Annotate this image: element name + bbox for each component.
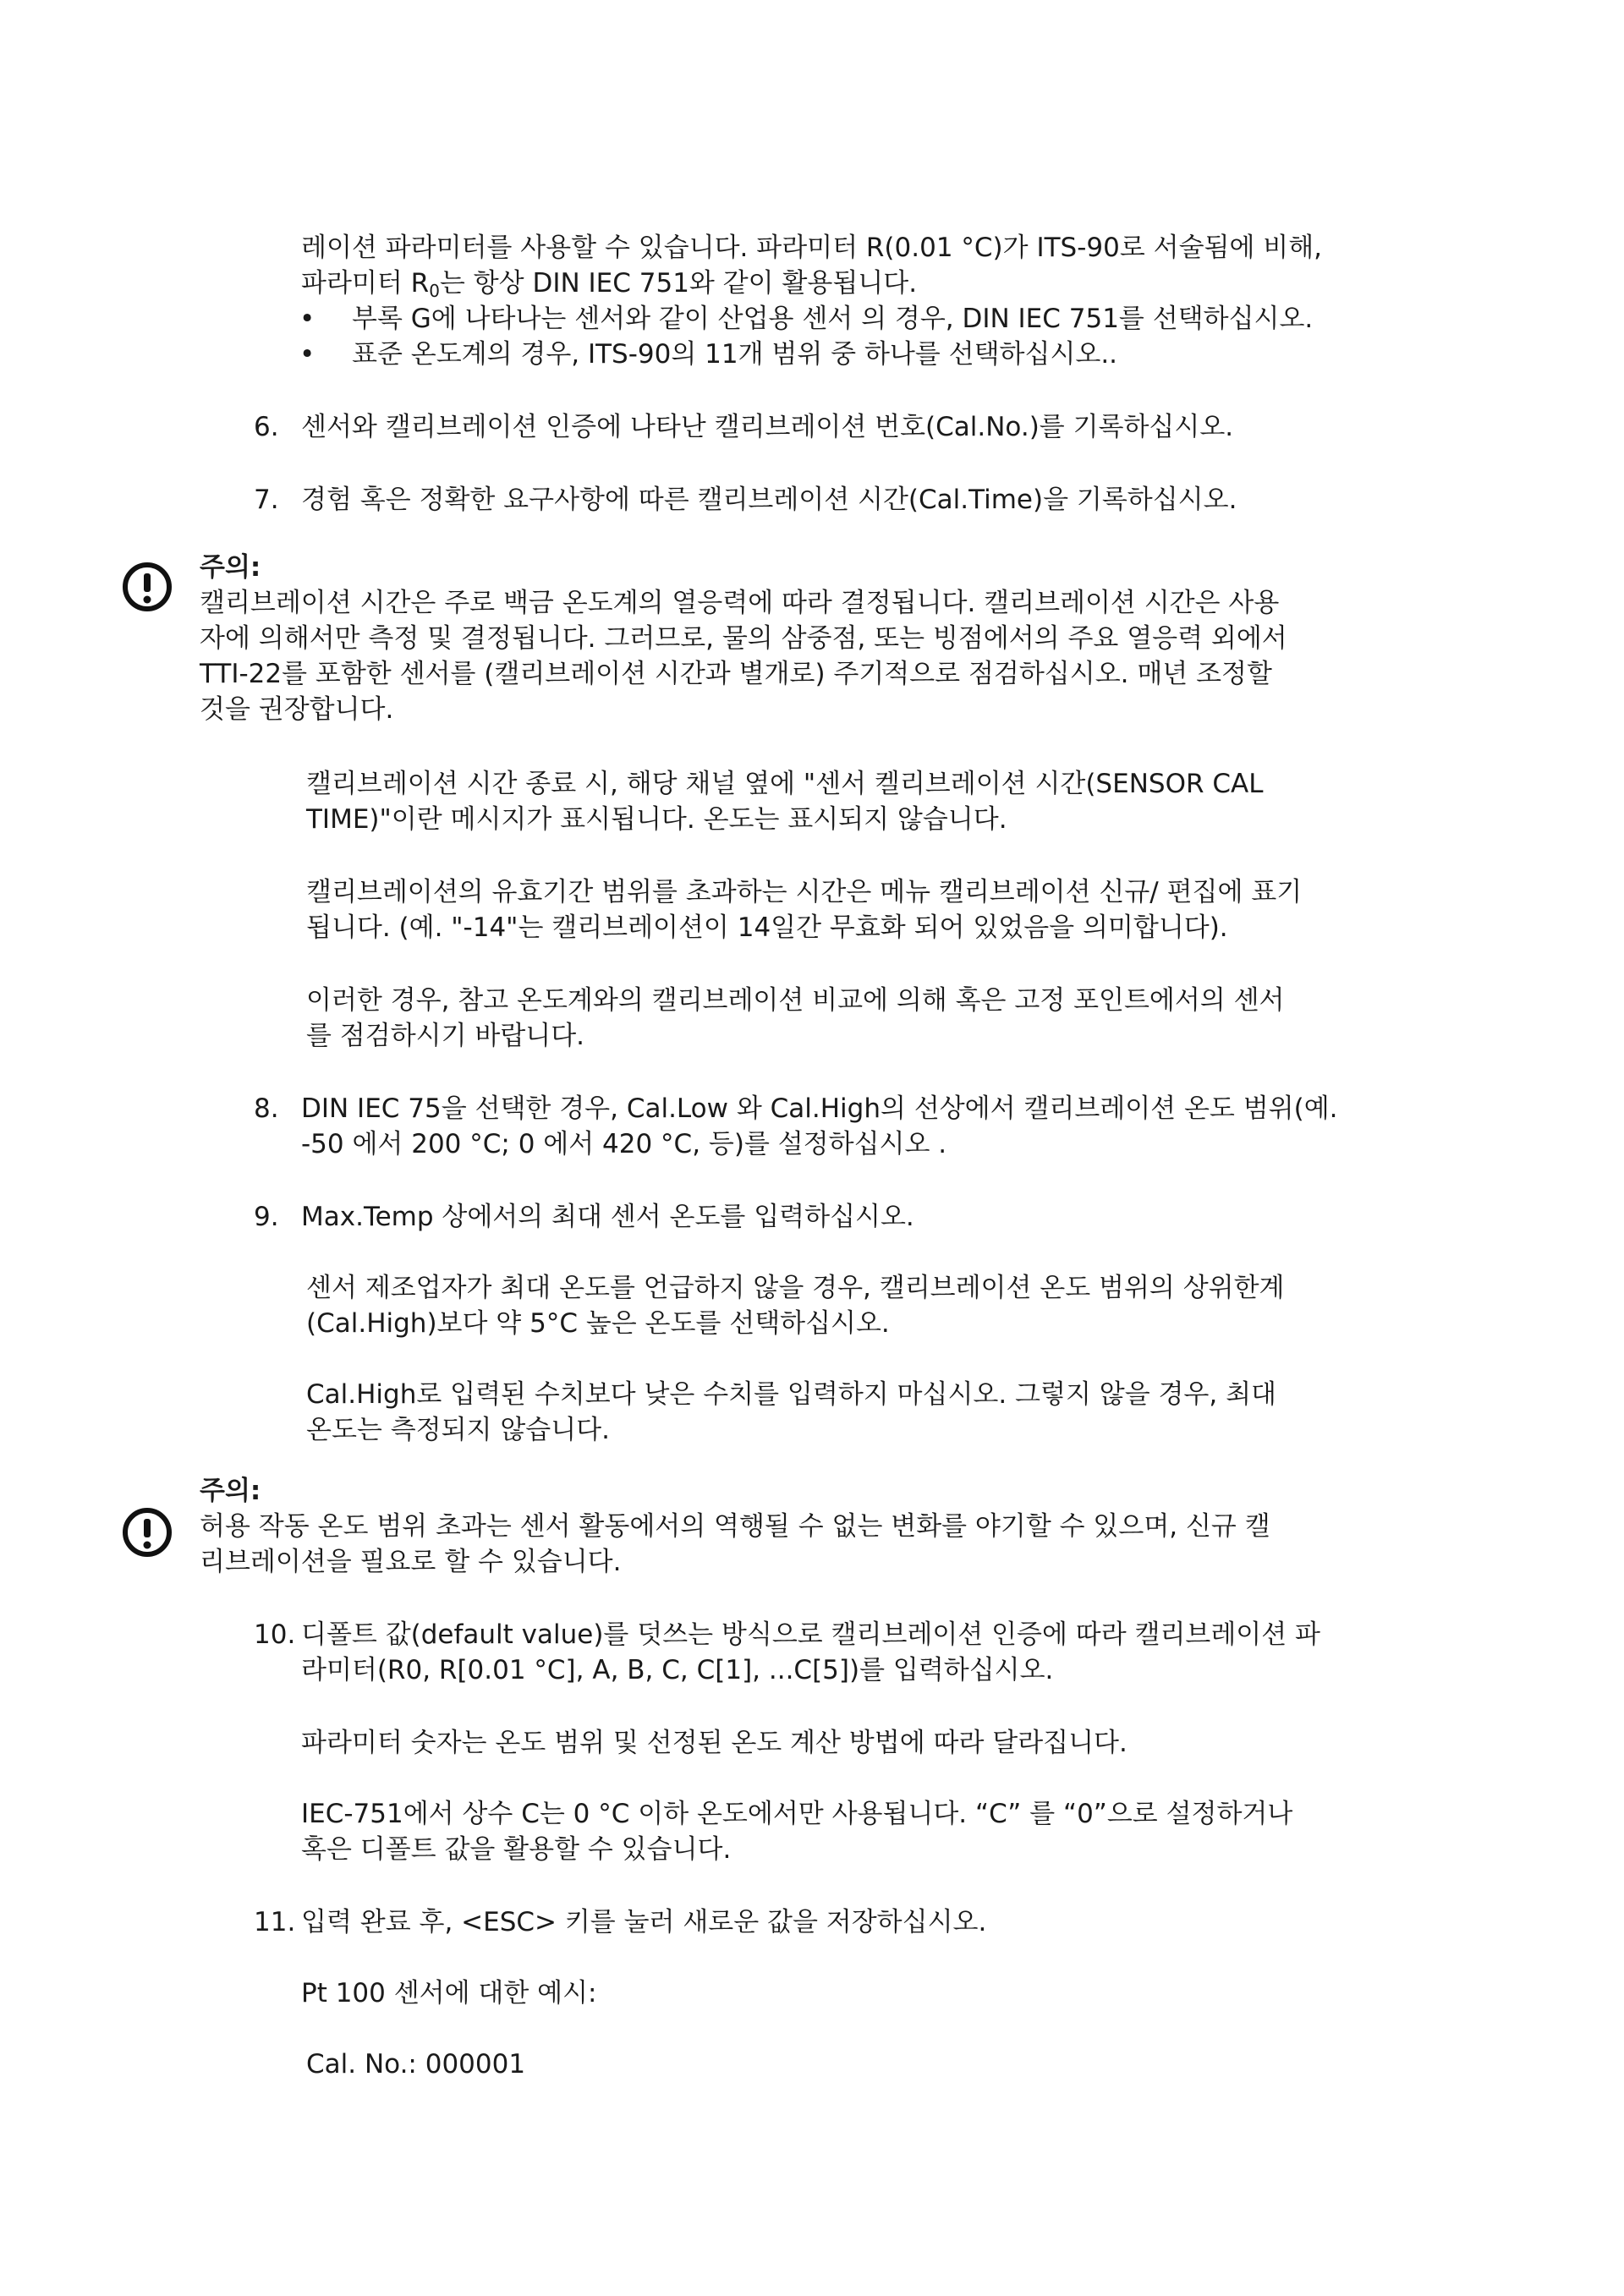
note-body bbox=[200, 585, 1287, 727]
paragraph-line: 이러한 경우, 참고 온도계와의 캘리브레이션 비교에 의해 혹은 고정 포인트에서의 센서 bbox=[306, 985, 1285, 1016]
paragraph-line: 캘리브레이션의 유효기간 범위를 초과하는 시간은 메뉴 캘리브레이션 신규/ 편집에 표기 bbox=[306, 877, 1303, 907]
note-line: 캘리브레이션 시간은 주로 백금 온도계의 열응력에 따라 결정됩니다. 캘리브레이션 시간은 사용 bbox=[200, 588, 1280, 618]
intro-line-2 bbox=[301, 266, 1322, 301]
bullet-item: 부록 G에 나타나는 센서와 같이 산업용 센서 의 경우, DIN IEC 751를 선택하십시오. bbox=[352, 304, 1314, 334]
step-text bbox=[301, 1617, 1320, 1688]
bullet-item: 표준 온도계의 경우, ITS-90의 11개 범위 중 하나를 선택하십시오.. bbox=[352, 339, 1118, 370]
note-line: TTI-22를 포함한 센서를 (캘리브레이션 시간과 별개로) 주기적으로 점검하십시오. 매년 조정할 bbox=[200, 659, 1272, 689]
step-number: 10. bbox=[254, 1619, 296, 1650]
step-number: 8. bbox=[254, 1093, 279, 1124]
intro-line-1: 레이션 파라미터를 사용할 수 있습니다. 파라미터 R(0.01 °C)가 ITS-90로 서술됨에 비해, bbox=[301, 233, 1323, 263]
param-count-paragraph: 파라미터 숫자는 온도 범위 및 선정된 온도 계산 방법에 따라 달라집니다. bbox=[301, 1728, 1127, 1758]
paragraph-line: 캘리브레이션 시간 종료 시, 해당 채널 옆에 "센서 켈리브레이션 시간(SENSOR CAL bbox=[306, 769, 1264, 799]
paragraph-line: 혹은 디폴트 값을 활용할 수 있습니다. bbox=[301, 1834, 732, 1865]
step-number: 6. bbox=[254, 412, 279, 442]
max-temp-warning-paragraph bbox=[306, 1377, 1276, 1448]
example-cal-no: Cal. No.: 000001 bbox=[306, 2049, 526, 2080]
intro-paragraph bbox=[301, 230, 1322, 301]
iec-constant-paragraph bbox=[301, 1796, 1292, 1867]
paragraph-line: IEC-751에서 상수 C는 0 °C 이하 온도에서만 사용됩니다. “C” 를 “0”으로 설정하거나 bbox=[301, 1799, 1293, 1829]
sensor-check-paragraph bbox=[306, 983, 1285, 1054]
paragraph-line: 온도는 측정되지 않습니다. bbox=[306, 1415, 610, 1445]
step-text bbox=[301, 1091, 1338, 1162]
step-text: Max.Temp 상에서의 최대 센서 온도를 입력하십시오. bbox=[301, 1202, 914, 1232]
warning-exclamation-icon bbox=[122, 562, 173, 612]
intro-line-2-subscript: 0 bbox=[429, 281, 440, 301]
paragraph-line: 를 점검하시기 바랍니다. bbox=[306, 1021, 585, 1051]
note-label: 주의: bbox=[200, 1476, 261, 1506]
bullet-symbol: • bbox=[299, 304, 315, 334]
step-line: 디폴트 값(default value)를 덧쓰는 방식으로 캘리브레이션 인증에 따라 캘리브레이션 파 bbox=[301, 1619, 1321, 1650]
cal-validity-paragraph bbox=[306, 874, 1302, 945]
step-line: 라미터(R0, R[0.01 °C], A, B, C, C[1], ...C[5])를 입력하십시오. bbox=[301, 1655, 1054, 1685]
paragraph-line: 센서 제조업자가 최대 온도를 언급하지 않을 경우, 캘리브레이션 온도 범위의 상위한계 bbox=[306, 1273, 1285, 1303]
intro-line-2-post: 는 항상 DIN IEC 751와 같이 활용됩니다. bbox=[439, 268, 918, 299]
note-label: 주의: bbox=[200, 552, 261, 583]
step-line: -50 에서 200 °C; 0 에서 420 °C, 등)를 설정하십시오 . bbox=[301, 1129, 947, 1159]
step-line: DIN IEC 75을 선택한 경우, Cal.Low 와 Cal.High의 선상에서 캘리브레이션 온도 범위(예. bbox=[301, 1093, 1338, 1124]
step-number: 9. bbox=[254, 1202, 279, 1232]
intro-line-2-pre: 파라미터 R bbox=[301, 268, 430, 299]
step-number: 7. bbox=[254, 485, 279, 515]
cal-time-expiry-paragraph bbox=[306, 766, 1263, 837]
step-text: 센서와 캘리브레이션 인증에 나타난 캘리브레이션 번호(Cal.No.)를 기록하십시오. bbox=[301, 412, 1234, 442]
step-number: 11. bbox=[254, 1907, 296, 1937]
paragraph-line: 됩니다. (예. "-14"는 캘리브레이션이 14일간 무효화 되어 있었음을 의미합니다). bbox=[306, 912, 1228, 943]
max-temp-choice-paragraph bbox=[306, 1270, 1285, 1341]
note-body bbox=[200, 1509, 1270, 1580]
note-line: 자에 의해서만 측정 및 결정됩니다. 그러므로, 물의 삼중점, 또는 빙점에서의 주요 열응력 외에서 bbox=[200, 623, 1287, 654]
step-text: 입력 완료 후, <ESC> 키를 눌러 새로운 값을 저장하십시오. bbox=[301, 1907, 987, 1937]
paragraph-line: Cal.High로 입력된 수치보다 낮은 수치를 입력하지 마십시오. 그렇지 않을 경우, 최대 bbox=[306, 1379, 1276, 1410]
paragraph-line: (Cal.High)보다 약 5°C 높은 온도를 선택하십시오. bbox=[306, 1308, 890, 1339]
note-line: 허용 작동 온도 범위 초과는 센서 활동에서의 역행될 수 없는 변화를 야기할 수 있으며, 신규 캘 bbox=[200, 1511, 1270, 1542]
step-text: 경험 혹은 정확한 요구사항에 따른 캘리브레이션 시간(Cal.Time)을 기록하십시오. bbox=[301, 485, 1237, 515]
note-line: 것을 권장합니다. bbox=[200, 694, 394, 725]
note-line: 리브레이션을 필요로 할 수 있습니다. bbox=[200, 1547, 622, 1577]
warning-exclamation-icon bbox=[122, 1507, 173, 1558]
paragraph-line: TIME)"이란 메시지가 표시됩니다. 온도는 표시되지 않습니다. bbox=[306, 804, 1007, 835]
bullet-symbol: • bbox=[299, 339, 315, 370]
example-title: Pt 100 센서에 대한 예시: bbox=[301, 1978, 597, 2008]
